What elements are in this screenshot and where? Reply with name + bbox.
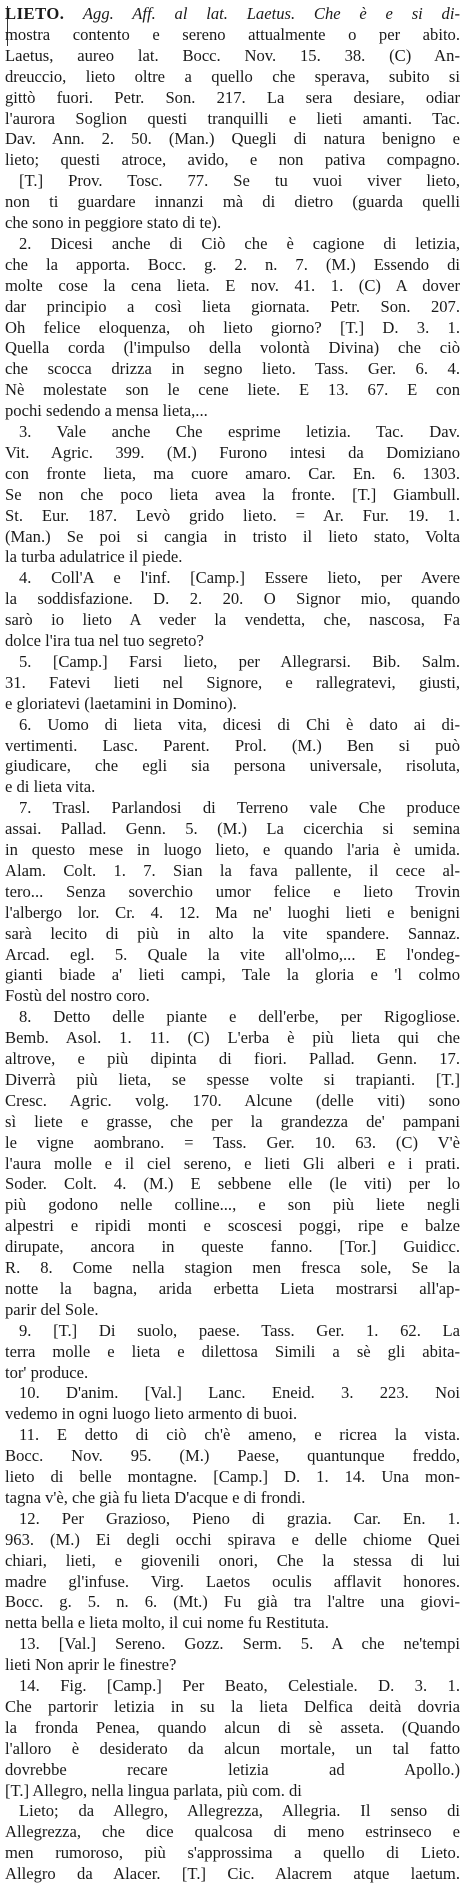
entry-line: 8. Detto delle piante e dell'erbe, per Rigogliose.	[19, 1007, 460, 1027]
entry-line: Che partorir letizia in su la lieta Delfica deità dovria	[5, 1696, 460, 1716]
entry-line: le vigne aombrano. = Tass. Ger. 10. 63. (C) V'è	[5, 1132, 460, 1152]
entry-line: dovrebbe recare letizia ad Apollo.)	[5, 1759, 460, 1779]
entry-line: e di lieta vita.	[5, 777, 96, 797]
entry-line: lieto; questi atroce, avido, e non pativa compagno.	[5, 150, 460, 170]
entry-line: l'aura molle e il ciel sereno, e lieti Gli alberi e i prati.	[5, 1153, 460, 1173]
entry-line: la soddisfazione. D. 2. 20. O Signor mio, quando	[5, 589, 460, 609]
entry-line: 9. [T.] Di suolo, paese. Tass. Ger. 1. 62. La	[19, 1320, 460, 1340]
entry-line: 4. Coll'A e l'inf. [Camp.] Essere lieto, per Avere	[19, 568, 460, 588]
entry-line: Oh felice eloquenza, oh lieto giorno? [T.] D. 3. 1.	[5, 317, 460, 337]
entry-line: vedemo in ogni luogo lieto armento di buoi.	[5, 1404, 298, 1424]
entry-line: dirupate, ancora in queste fanno. [Tor.] Guidicc.	[5, 1237, 460, 1257]
entry-line: sarà lecito di più in alto la vite spandere. Sannaz.	[5, 923, 460, 943]
entry-line: Diverrà più lieta, se spesse volte si trapianti. [T.]	[5, 1069, 460, 1089]
entry-line: 12. Per Grazioso, Pieno di grazia. Car. En. 1.	[19, 1508, 460, 1528]
entry-line: Laetus, aureo lat. Bocc. Nov. 15. 38. (C) An-	[5, 45, 460, 65]
entry-line: St. Eur. 187. Levò grido lieto. = Ar. Fur. 19. 1.	[5, 505, 460, 525]
entry-line: Se non che poco lieta avea la fronte. [T.] Giambull.	[5, 484, 460, 504]
entry-line: Allegro da Alacer. [T.] Cic. Alacrem atque laetum.	[5, 1864, 460, 1884]
entry-line: in questo mese in luogo lieto, e quando l'aria è umida.	[5, 840, 460, 859]
entry-line: dar principio a così lieta giornata. Petr. Son. 207.	[5, 296, 460, 316]
entry-line: non ti guardare innanzi mà di dietro (guarda quelli	[5, 192, 460, 212]
entry-line: 13. [Val.] Sereno. Gozz. Serm. 5. A che ne'tempi	[19, 1634, 460, 1654]
entry-line: che la apporta. Bocc. g. 2. n. 7. (M.) Essendo di	[5, 254, 460, 274]
entry-line: 11. E detto di ciò ch'è ameno, e ricrea la vista.	[19, 1425, 460, 1445]
entry-line: dreuccio, lieto oltre a quello che sperava, subito si	[5, 66, 460, 86]
entry-line: assai. Pallad. Genn. 5. (M.) La cicerchia si semina	[5, 819, 460, 839]
entry-line: Cresc. Agric. volg. 170. Alcune (delle viti) sono	[5, 1090, 460, 1110]
entry-line: lieto di belle montagne. [Camp.] D. 1. 14. Una mon-	[5, 1467, 460, 1486]
entry-line: notte la bagna, arida erbetta Lieta mostrarsi all'ap-	[5, 1278, 460, 1298]
entry-line: la fronda Penea, quando alcun di sè asseta. (Quando	[5, 1717, 460, 1737]
entry-line: Alam. Colt. 1. 7. Sian la fava pallente, il cece al-	[5, 860, 460, 880]
entry-line: che scocca drizza in segno lieto. Tass. Ger. 6. 4.	[5, 359, 460, 379]
entry-line: Nè molestate son le cene liete. E 13. 67. E con	[5, 380, 460, 400]
entry-line: tor' produce.	[5, 1362, 89, 1382]
entry-line: (Man.) Se poi si cangia in tristo il lieto stato, Volta	[5, 526, 460, 546]
entry-line: parir del Sole.	[5, 1299, 99, 1319]
entry-line: sarò io lieto A veder la vendetta, che, nascosa, Fa	[5, 610, 460, 630]
entry-line: 2. Dicesi anche di Ciò che è cagione di letizia,	[19, 233, 460, 253]
entry-line: 31. Fatevi lieti nel Signore, e rallegratevi, giusti,	[5, 672, 460, 692]
entry-line: giudicare, che egli sia persona universale, risoluta,	[5, 756, 460, 776]
entry-line: con fronte lieta, ma cuore amaro. Car. En. 6. 1303.	[5, 463, 460, 483]
entry-line: gittò fuori. Petr. Son. 217. La sera desiare, odiar	[5, 87, 460, 107]
entry-line: mostra contento e sereno attualmente o per abito.	[5, 24, 460, 44]
headword: LIETO.	[5, 4, 65, 23]
entry-line: 14. Fig. [Camp.] Per Beato, Celestiale. D. 3. 1.	[19, 1676, 460, 1695]
entry-line: pochi sedendo a mensa lieta,...	[5, 401, 208, 421]
entry-line: alpestri e ripidi monti e scoscesi poggi, ripe e balze	[5, 1216, 460, 1236]
entry-line: Arcad. egl. 5. Quale la vite all'olmo,... E l'ondeg-	[5, 944, 460, 964]
entry-line: lieti Non aprir le finestre?	[5, 1655, 177, 1675]
entry-line: la turba adulatrice il piede.	[5, 547, 183, 567]
entry-line: sì liete e grasse, che per la grandezza de' pampani	[5, 1111, 460, 1131]
entry-line: molte cose la cena lieta. E nov. 41. 1. (C) A dover	[5, 275, 460, 295]
entry-line: 6. Uomo di lieta vita, dicesi di Chi è dato ai di-	[19, 714, 460, 734]
entry-line: Soder. Colt. 4. (M.) E sebbene elle (le viti) per lo	[5, 1174, 460, 1194]
entry-line: 963. (M.) Ei degli occhi spirava e delle chiome Quei	[5, 1529, 460, 1549]
entry-line: e gloriatevi (laetamini in Domino).	[5, 693, 237, 713]
entry-line: tero... Senza soverchio umor felice e lieto Trovin	[5, 881, 460, 901]
entry-line: [T.] Allegro, nella lingua parlata, più com. di	[5, 1780, 302, 1800]
entry-line: terra molle e lieta e dilettosa Simili a sè gli abita-	[5, 1341, 460, 1361]
entry-line: vertimenti. Lasc. Parent. Prol. (M.) Ben si può	[5, 735, 460, 755]
entry-line: [T.] Prov. Tosc. 77. Se tu vuoi viver lieto,	[19, 171, 460, 191]
entry-line: men rumoroso, più s'approssima a quello di Lieto.	[5, 1843, 460, 1863]
entry-line: altrove, e più dipinta di fiori. Pallad. Genn. 17.	[5, 1049, 460, 1068]
entry-line: dolce l'ira tua nel tuo segreto?	[5, 631, 204, 650]
entry-line: R. 8. Come nella stagion men fresca sole, Se la	[5, 1258, 460, 1277]
entry-line: 10. D'anim. [Val.] Lanc. Eneid. 3. 223. Noi	[19, 1383, 460, 1403]
entry-line: Quella corda (l'impulso della volontà Divina) che ciò	[5, 338, 460, 358]
entry-line: tagna v'è, che già fu lieta D'acque e di frondi.	[5, 1487, 306, 1507]
entry-line: Lieto; da Allegro, Allegrezza, Allegria. Il senso di	[19, 1801, 460, 1821]
entry-line: 3. Vale anche Che esprime letizia. Tac. Dav.	[19, 422, 460, 441]
entry-line: LIETO. Agg. Aff. al lat. Laetus. Che è e si di-	[5, 4, 460, 23]
entry-line: l'alloro è desiderato da alcun mortale, un tal fatto	[5, 1738, 460, 1758]
entry-line: 7. Trasl. Parlandosi di Terreno vale Che produce	[19, 798, 460, 818]
entry-line: Bocc. g. 5. n. 6. (Mt.) Fu già tra l'altre una giovi-	[5, 1592, 460, 1612]
entry-line: l'albergo lor. Cr. 4. 12. Ma ne' luoghi lieti e benigni	[5, 902, 460, 922]
entry-line: madre gl'infuse. Virg. Laetos oculis afflavit honores.	[5, 1571, 460, 1591]
entry-line: Allegrezza, che dice qualcosa di meno estrinseco e	[5, 1822, 460, 1842]
entry-line: chiari, lieti, e giovenili onori, Che la stessa di lui	[5, 1550, 460, 1570]
entry-line: che sono in peggiore stato di te).	[5, 213, 222, 232]
entry-line: l'aurora Soglion questi tranquilli e lieti amanti. Tac.	[5, 108, 460, 128]
entry-line: Dav. Ann. 2. 50. (Man.) Quegli di natura benigno e	[5, 129, 460, 149]
entry-line: Vit. Agric. 399. (M.) Furono intesi da Domiziano	[5, 442, 460, 462]
entry-line: Fostù del nostro coro.	[5, 986, 150, 1006]
entry-line: Bemb. Asol. 1. 11. (C) L'erba è più lieta qui che	[5, 1028, 460, 1048]
entry-line: Bocc. Nov. 95. (M.) Paese, quantunque freddo,	[5, 1446, 460, 1466]
entry-line: netta bella e lieta molto, il cui nome fu Restituta.	[5, 1613, 329, 1633]
entry-line: più godono nelle colline..., e son più liete negli	[5, 1195, 460, 1215]
entry-line: 5. [Camp.] Farsi lieto, per Allegrarsi. Bib. Salm.	[19, 651, 460, 671]
entry-line: gianti biade a' lieti campi, Tale la gloria e 'l colmo	[5, 965, 460, 985]
